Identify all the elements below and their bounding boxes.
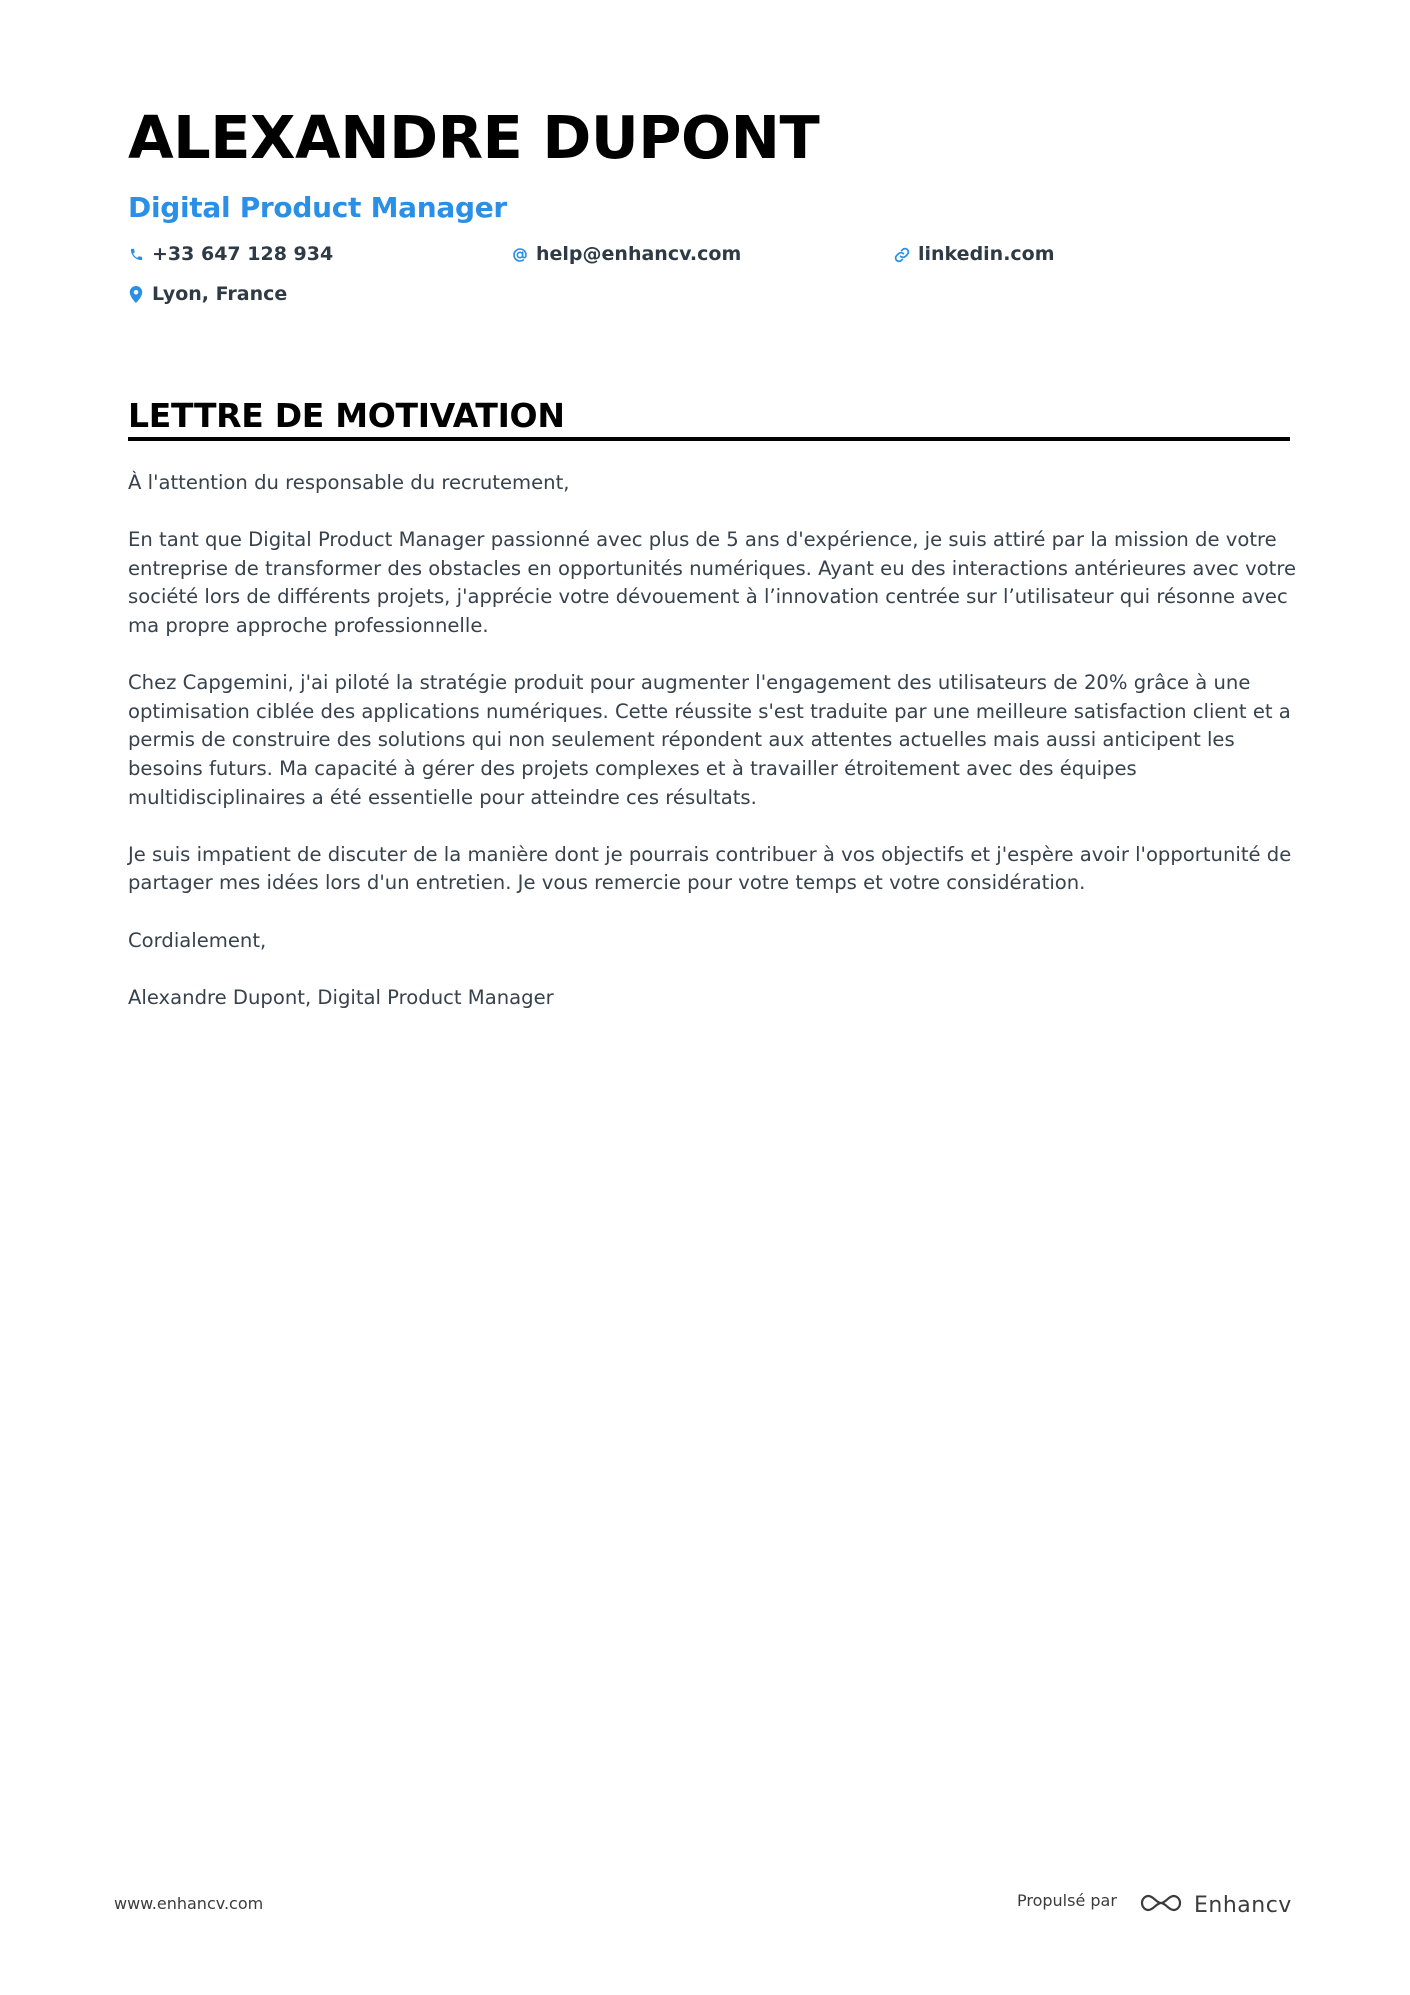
candidate-job-title: Digital Product Manager <box>128 191 507 224</box>
enhancv-infinity-icon <box>1138 1892 1184 1919</box>
letter-signature: Alexandre Dupont, Digital Product Manager <box>128 985 554 1009</box>
letter-closing: Cordialement, <box>128 928 267 952</box>
contact-linkedin-text: linkedin.com <box>918 243 1055 265</box>
contact-linkedin <box>894 245 1055 264</box>
enhancv-logo <box>1138 1892 1292 1919</box>
footer-powered-by: Propulsé par <box>1017 1891 1117 1910</box>
section-divider <box>128 437 1290 441</box>
contact-location <box>128 285 287 304</box>
letter-paragraph: Je suis impatient de discuter de la manière dont je pourrais contribuer à vos objectifs et j'espère avoir l'opportunité de partager mes idées lors d'un entretien. Je vous remercie pour votre temps et votre considération. <box>128 842 1292 895</box>
at-sign-icon <box>512 246 528 264</box>
contact-email-text: help@enhancv.com <box>536 243 742 265</box>
location-pin-icon <box>128 286 144 304</box>
enhancv-wordmark: Enhancv <box>1194 1892 1292 1918</box>
candidate-name: ALEXANDRE DUPONT <box>128 103 820 172</box>
link-icon <box>894 246 910 264</box>
contact-location-text: Lyon, France <box>152 283 288 305</box>
section-title: LETTRE DE MOTIVATION <box>128 396 565 435</box>
letter-paragraph: En tant que Digital Product Manager passionné avec plus de 5 ans d'expérience, je suis attiré par la mission de votre entreprise de transformer des obstacles en opportunités numériques. Ayant eu des interactions antérieures avec votre société lors de différents projets, j'apprécie votre dévouement à l’innovation centrée sur l’utilisateur qui résonne avec ma propre approche professionnelle. <box>128 528 1297 637</box>
contact-email <box>512 245 741 264</box>
footer-url: www.enhancv.com <box>114 1894 264 1913</box>
contact-phone <box>128 245 333 264</box>
phone-icon <box>128 246 144 264</box>
letter-body <box>128 469 1300 1041</box>
letter-greeting: À l'attention du responsable du recrutement, <box>128 471 570 494</box>
letter-paragraph: Chez Capgemini, j'ai piloté la stratégie produit pour augmenter l'engagement des utilisateurs de 20% grâce à une optimisation ciblée des applications numériques. Cette réussite s'est traduite par une meilleure satisfaction client et a permis de construire des solutions qui non seulement répondent aux attentes actuelles mais aussi anticipent les besoins futurs. Ma capacité à gérer des projets complexes et à travailler étroitement avec des équipes multidisciplinaires a été essentielle pour atteindre ces résultats. <box>128 671 1291 809</box>
contact-phone-text: +33 647 128 934 <box>152 243 334 265</box>
